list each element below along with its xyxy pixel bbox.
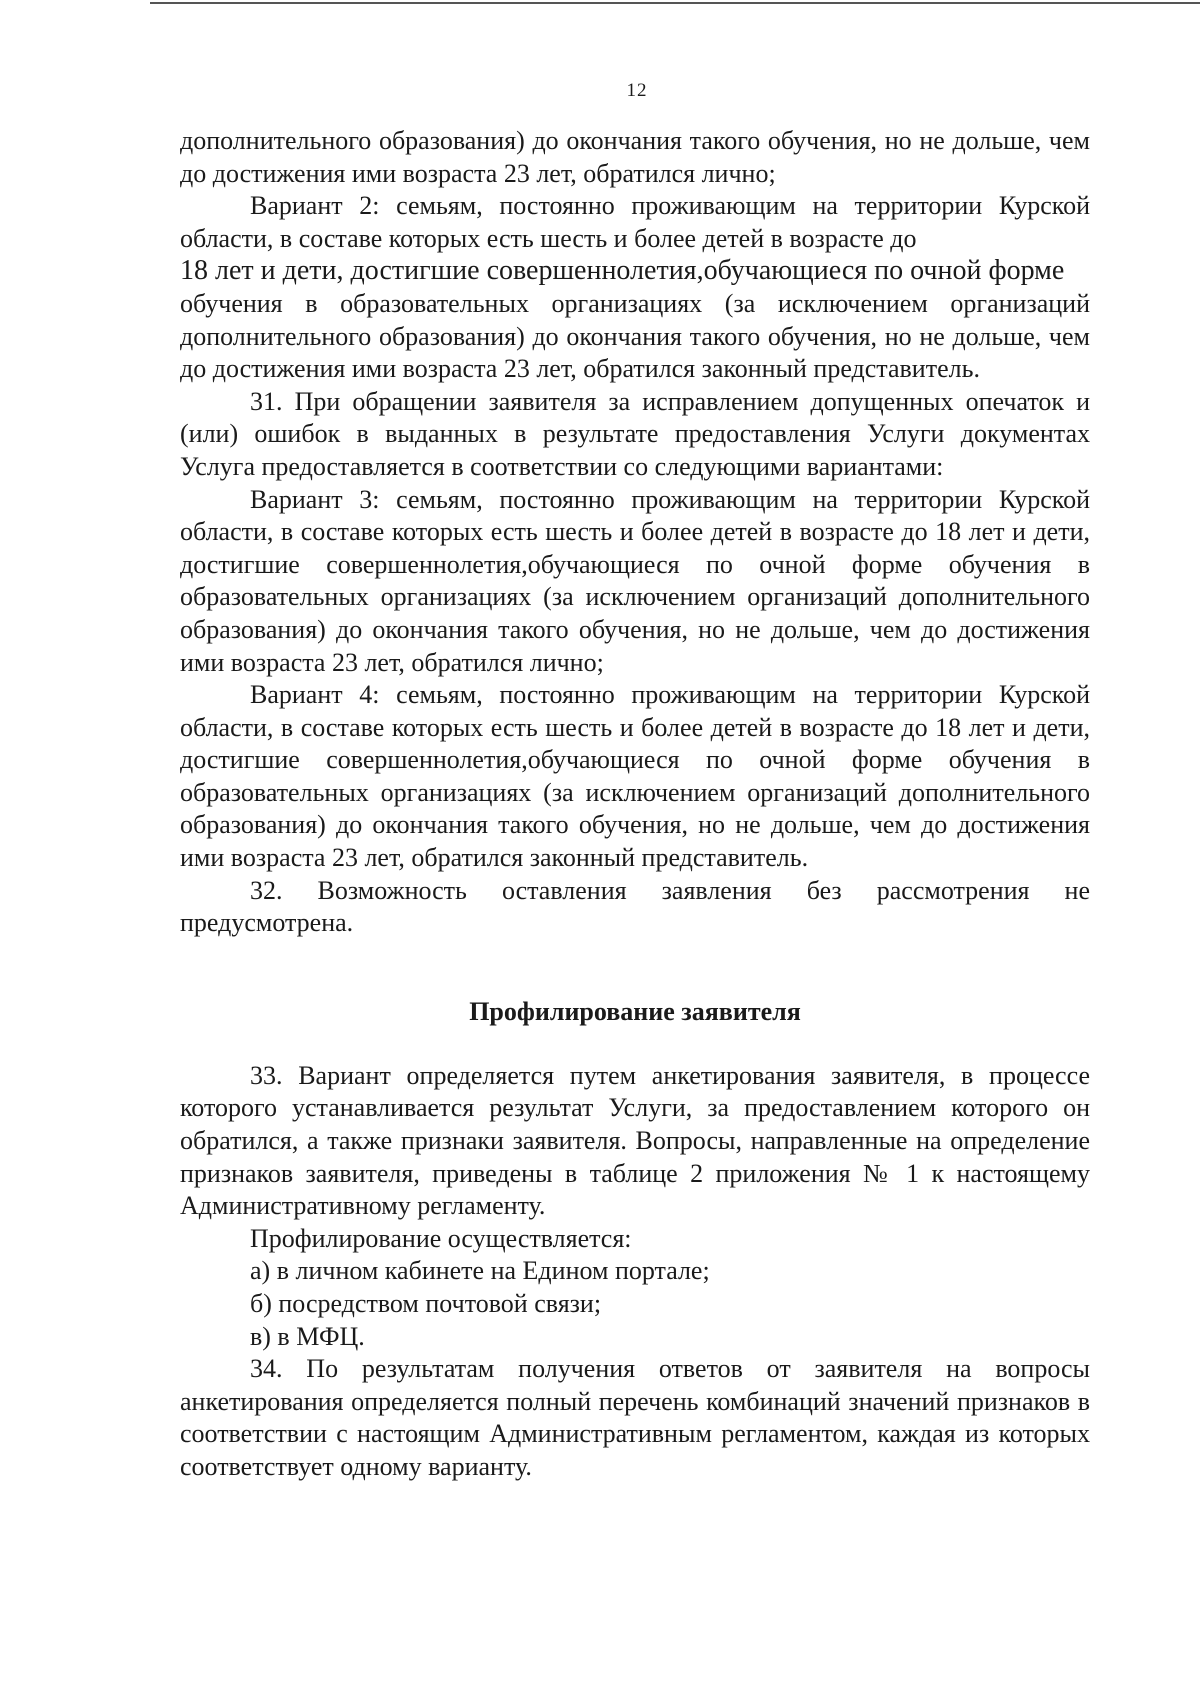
paragraph-33: 33. Вариант определяется путем анкетирования заявителя, в процессе которого устанавливается результат Услуги, за предоставлением которого он обратился, а также признаки заявителя. Вопросы, направленные на определение признаков заявителя, приведены в таблице 2 приложения № 1 к настоящему Административному регламенту. [180, 1060, 1090, 1221]
paragraph-variant-3: Вариант 3: семьям, постоянно проживающим на территории Курской области, в составе которых есть шесть и более детей в возрасте до 18 лет и дети, достигшие совершеннолетия,обучающиеся по очной форме обучения в образовательных организациях (за исключением организаций дополнительного образования) до окончания такого обучения, но не дольше, чем до достижения ими возраста 23 лет, обратился лично; [180, 484, 1090, 677]
paragraph-32: 32. Возможность оставления заявления без рассмотрения не предусмотрена. [180, 875, 1090, 938]
list-item-c: в) в МФЦ. [250, 1321, 365, 1351]
paragraph-variant-2: Вариант 2: семьям, постоянно проживающим на территории Курской области, в составе которых есть шесть и более детей в возрасте до [180, 191, 1090, 253]
list-item-a: а) в личном кабинете на Едином портале; [250, 1256, 710, 1286]
spacer [180, 1028, 1090, 1060]
paragraph-31: 31. При обращении заявителя за исправлением допущенных опечаток и (или) ошибок в выданных в результате предоставления Услуги документах Услуга предоставляется в соответствии со следующими вариантами: [180, 386, 1090, 481]
paragraph-34: 34. По результатам получения ответов от заявителя на вопросы анкетирования определяется полный перечень комбинаций значений признаков в соответствии с настоящим Административным регламентом, каждая из которых соответствует одному варианту. [180, 1354, 1090, 1481]
paragraph-variant-4: Вариант 4: семьям, постоянно проживающим на территории Курской области, в составе которых есть шесть и более детей в возрасте до 18 лет и дети, достигшие совершеннолетия,обучающиеся по очной форме обучения в образовательных организациях (за исключением организаций дополнительного образования) до окончания такого обучения, но не дольше, чем до достижения ими возраста 23 лет, обратился законный представитель. [180, 680, 1090, 873]
document-body [180, 125, 1090, 1484]
paragraph-variant-2-end: обучения в образовательных организациях (за исключением организаций дополнительного образования) до окончания такого обучения, но не дольше, чем до достижения ими возраста 23 лет, обратился законный представитель. [180, 288, 1090, 384]
paragraph-continuation: дополнительного образования) до окончания такого обучения, но не дольше, чем до достижения ими возраста 23 лет, обратился лично; [180, 126, 1090, 188]
list-item-b: б) посредством почтовой связи; [250, 1289, 602, 1318]
paragraph-variant-2-line: 18 лет и дети, достигшие совершеннолетия,обучающиеся по очной форме [180, 255, 1065, 287]
scan-top-edge-line [150, 2, 1200, 4]
paragraph-profiling-intro: Профилирование осуществляется: [250, 1223, 632, 1253]
page-number: 12 [626, 80, 648, 101]
section-heading: Профилирование заявителя [469, 996, 801, 1026]
spacer [180, 940, 1090, 996]
